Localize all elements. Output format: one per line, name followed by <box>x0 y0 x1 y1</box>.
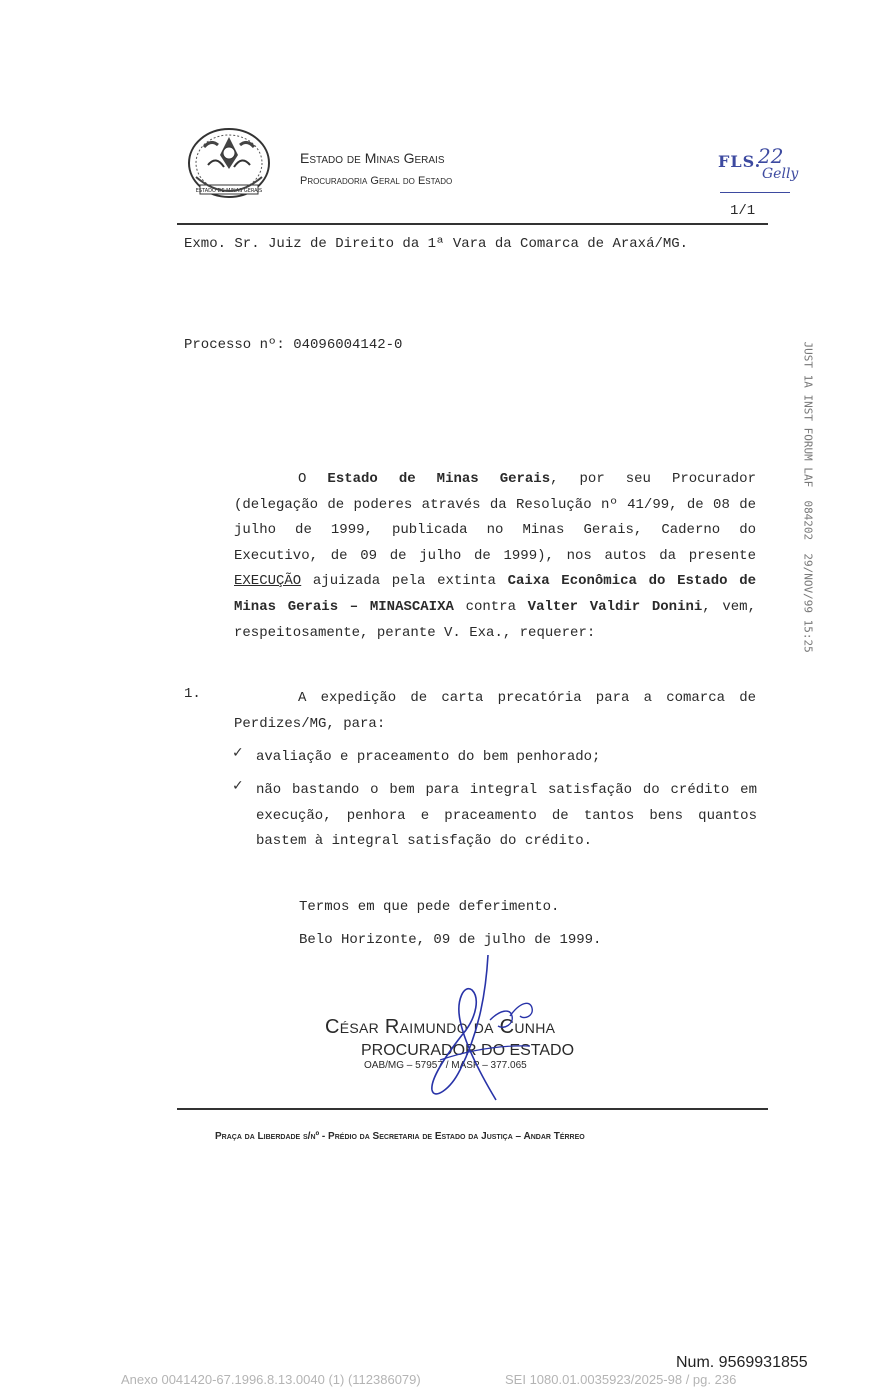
checkmark-icon: ✓ <box>232 745 244 761</box>
bullet-text: avaliação e praceamento do bem penhorado; <box>256 749 601 765</box>
coat-of-arms-seal <box>186 125 272 205</box>
fls-underline <box>720 192 790 193</box>
p1-h: Valter Valdir Donini <box>527 598 703 615</box>
closing-request: Termos em que pede deferimento. <box>299 899 560 915</box>
handwritten-signature <box>420 950 540 1110</box>
fls-stamp <box>718 144 799 200</box>
header-divider <box>177 223 768 225</box>
checkmark-icon: ✓ <box>232 778 244 794</box>
signer-registration: OAB/MG – 57957 / MASP – 377.065 <box>364 1060 527 1071</box>
item-text <box>234 686 756 737</box>
footer-address: Praça da Liberdade s/nº - Prédio da Secretaria de Estado da Justiça – Andar Térreo <box>215 1131 585 1142</box>
page-count: 1/1 <box>730 203 756 219</box>
addressee: Exmo. Sr. Juiz de Direito da 1ª Vara da Comarca de Araxá/MG. <box>184 236 689 252</box>
protocol-stamp <box>796 341 818 665</box>
item-number: 1. <box>184 686 201 702</box>
header-subtitle: Procuradoria Geral do Estado <box>300 175 453 187</box>
signer-title: PROCURADOR DO ESTADO <box>361 1042 575 1059</box>
bullet-item <box>232 778 757 855</box>
protocol-stamp-text: JUST 1A INST FORUM LAF 084202 29/NOV/99 15:25 <box>801 341 815 653</box>
p1-i: , vem, respeitosamente, perante V. Exa., requerer: <box>234 598 756 641</box>
document-number: Num. 9569931855 <box>676 1354 808 1371</box>
fls-sub: Gelly <box>762 166 799 182</box>
closing-place-date: Belo Horizonte, 09 de julho de 1999. <box>299 932 602 948</box>
p1-c: , por seu Procurador (delegação de poderes através da Resolução nº 41/99, de 08 de julho de 1999, publicada no Minas Gerais, Caderno do Executivo, de 09 de julho de 1999), nos autos da presente <box>234 471 756 564</box>
footer-divider <box>177 1108 768 1110</box>
p1-b: Estado de Minas Gerais <box>327 471 551 487</box>
process-number: Processo nº: 04096004142-0 <box>184 337 403 353</box>
annex-reference: Anexo 0041420-67.1996.8.13.0040 (1) (112386079) <box>121 1372 421 1387</box>
signer-name: César Raimundo da Cunha <box>325 1016 556 1038</box>
sei-reference: SEI 1080.01.0035923/2025-98 / pg. 236 <box>505 1372 737 1387</box>
bullet-text: não bastando o bem para integral satisfação do crédito em execução, penhora e praceamento de tantos bens quantos bastem à integral satisfação do crédito. <box>256 782 757 850</box>
p1-e: ajuizada pela extinta <box>301 573 508 590</box>
p1-g: contra <box>453 598 528 615</box>
fls-label: FLS. <box>718 152 762 171</box>
seal-text: ESTADO DE MINAS GERAIS <box>195 188 263 194</box>
bullet-item <box>232 745 757 771</box>
main-paragraph <box>234 467 756 646</box>
p1-f: Caixa Econômica do Estado de Minas Gerais – MINASCAIXA <box>234 573 756 615</box>
p1-d: EXECUÇÃO <box>234 573 302 590</box>
item-text-content: A expedição de carta precatória para a comarca de Perdizes/MG, para: <box>234 690 756 732</box>
p1-a: O <box>298 471 328 487</box>
fls-number: 22 <box>758 144 784 168</box>
header-title: Estado de Minas Gerais <box>300 150 445 166</box>
